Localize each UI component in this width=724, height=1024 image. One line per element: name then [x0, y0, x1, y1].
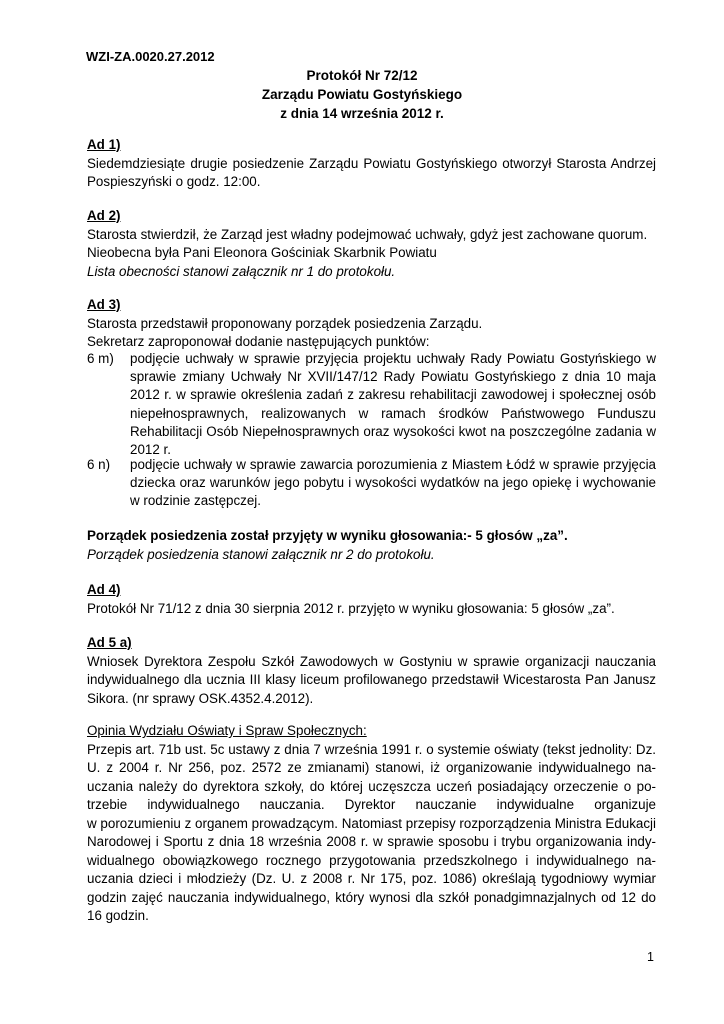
- ad2-absence: Nieobecna była Pani Eleonora Gościniak Skarbnik Powiatu: [87, 245, 437, 260]
- page-number: 1: [647, 950, 654, 964]
- ad1-heading: Ad 1): [87, 137, 121, 152]
- ad5a-line: Sikora. (nr sprawy OSK.4352.4.2012).: [87, 690, 314, 706]
- agenda-item-line: podjęcie uchwały w sprawie przyjęcia projektu uchwały Rady Powiatu Gostyńskiego w: [130, 351, 656, 366]
- agenda-item-number: 6 n): [87, 457, 111, 472]
- ad3-heading: Ad 3): [87, 297, 121, 312]
- opinion-line: Narodowej i Sportu z dnia 18 września 2008 r. w sprawie sposobu i trybu organizowania indy-: [87, 834, 656, 849]
- ad2-quorum: Starosta stwierdził, że Zarząd jest władny podejmować uchwały, gdyż jest zachowane quorum.: [87, 226, 648, 242]
- agenda-item-6n: [87, 456, 656, 511]
- opinion-line: 16 godzin.: [87, 908, 149, 923]
- ad1-line: Pospieszyński o godz. 12:00.: [87, 174, 261, 189]
- opinion-line: trzebie indywidualnego nauczania. Dyrektor nauczanie indywidualne organizuje: [87, 797, 656, 812]
- agenda-item-line: w rodzinie zastępczej.: [130, 493, 261, 509]
- ad2-heading: Ad 2): [87, 208, 121, 223]
- document-reference: WZI-ZA.0020.27.2012: [86, 49, 215, 64]
- ad5a-line: indywidualnego dla ucznia III klasy liceum profilowanego przedstawił Wicestarosta Pan Janusz: [87, 672, 656, 687]
- opinion-line: U. z 2004 r. Nr 256, poz. 2572 ze zmianami) stanowi, iż organizowanie indywidualnego na-: [87, 760, 656, 775]
- agenda-item-6m: [87, 350, 656, 459]
- agenda-item-line: sprawie zmiany Uchwały Nr XVII/147/12 Rady Powiatu Gostyńskiego z dnia 10 maja: [130, 369, 656, 385]
- section-ad3: [87, 296, 656, 352]
- ad1-line: Siedemdziesiąte drugie posiedzenie Zarządu Powiatu Gostyńskiego otworzył Starosta Andrzej: [87, 155, 656, 171]
- opinion-line: uczania należy do dyrektora szkoły, do której uczęszcza uczeń posiadający orzeczenie o po-: [87, 778, 656, 794]
- title-line-1: Protokół Nr 72/12: [306, 68, 418, 83]
- agenda-item-line: 2012 r.: [130, 442, 171, 458]
- ad5a-line: Wniosek Dyrektora Zespołu Szkół Zawodowych w Gostyniu w sprawie organizacji nauczania: [87, 653, 656, 669]
- agenda-item-line: dziecka oraz warunków jego pobytu i wysokości wydatków na jego opiekę i wychowanie: [130, 475, 656, 491]
- section-ad4: [87, 581, 656, 618]
- opinion-line: widualnego obowiązkowego rocznego przygotowania przedszkolnego i indywidualnego na-: [87, 852, 656, 868]
- opinion-heading: Opinia Wydziału Oświaty i Spraw Społecznych:: [87, 723, 367, 738]
- agenda-vote: [87, 527, 656, 564]
- opinion-line: w porozumieniu z organem prowadzącym. Natomiast przepisy rozporządzenia Ministra Edukacji: [87, 815, 656, 831]
- agenda-item-line: podjęcie uchwały w sprawie zawarcia porozumienia z Miastem Łódź w sprawie przyjęcia: [130, 457, 656, 472]
- ad2-attachment: Lista obecności stanowi załącznik nr 1 do protokołu.: [87, 263, 396, 279]
- section-ad1: [87, 136, 656, 192]
- agenda-item-line: niepełnosprawnych, realizowanych w ramach środków Państwowego Funduszu: [130, 405, 656, 421]
- section-ad2: [87, 207, 656, 281]
- agenda-item-line: 2012 r. w sprawie określenia zadań z zakresu rehabilitacji zawodowej i społecznej osób: [130, 387, 656, 403]
- opinion-line: godzin zajęć nauczania indywidualnego, który wynosi dla szkół ponadgimnazjalnych od 12 do: [87, 889, 656, 905]
- ad3-line-1: Starosta przedstawił proponowany porządek posiedzenia Zarządu.: [87, 315, 483, 331]
- agenda-vote-result: Porządek posiedzenia został przyjęty w wyniku głosowania:- 5 głosów „za”.: [87, 528, 568, 543]
- title-line-3: z dnia 14 września 2012 r.: [280, 106, 444, 121]
- opinion-section: [87, 722, 656, 926]
- ad3-line-2: Sekretarz zaproponował dodanie następujących punktów:: [87, 334, 430, 349]
- ad4-heading: Ad 4): [87, 582, 121, 597]
- opinion-line: Przepis art. 71b ust. 5c ustawy z dnia 7 września 1991 r. o systemie oświaty (tekst jednolity: Dz.: [87, 741, 656, 757]
- opinion-line: uczania dzieci i młodzieży (Dz. U. z 2008 r. Nr 175, poz. 1086) określają tygodniowy wymiar: [87, 871, 656, 886]
- agenda-attachment: Porządek posiedzenia stanowi załącznik nr 2 do protokołu.: [87, 546, 435, 562]
- ad4-text: Protokół Nr 71/12 z dnia 30 sierpnia 2012 r. przyjęto w wyniku głosowania: 5 głosów „za”.: [87, 600, 615, 616]
- section-ad5a: [87, 634, 656, 708]
- title-line-2: Zarządu Powiatu Gostyńskiego: [261, 87, 463, 102]
- agenda-item-line: Rehabilitacji Osób Niepełnosprawnych oraz wysokości kwot na poszczególne zadania w: [130, 423, 656, 439]
- agenda-item-number: 6 m): [87, 351, 114, 366]
- ad5a-heading: Ad 5 a): [87, 635, 132, 650]
